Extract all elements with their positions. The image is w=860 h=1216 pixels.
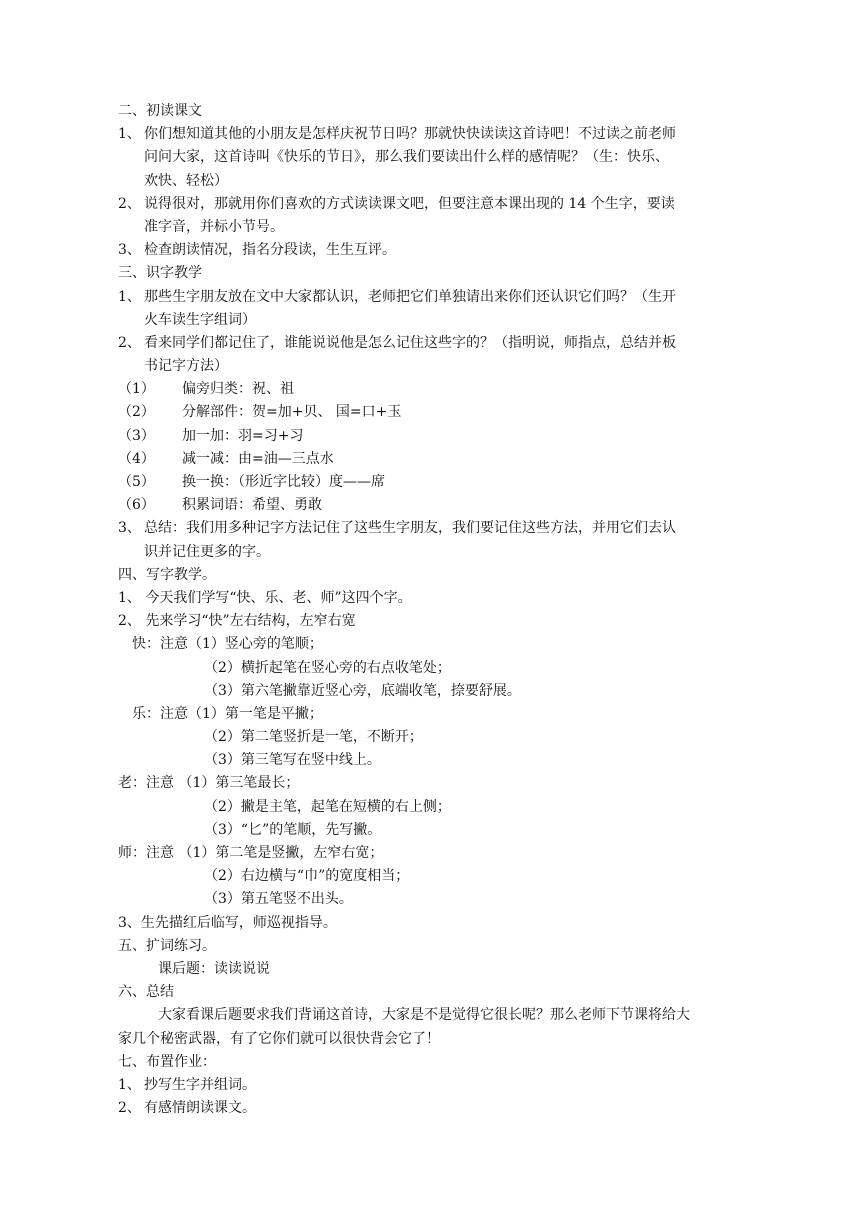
method-number: （5）	[118, 474, 155, 490]
list-item	[118, 1074, 742, 1097]
method-text: 分解部件：贺=加+贝、 国=口+玉	[182, 404, 402, 421]
char-note-line	[118, 749, 742, 772]
section-heading	[118, 935, 742, 958]
method-item	[118, 425, 742, 448]
list-item	[118, 1097, 742, 1120]
item-text: 识并记住更多的字。	[144, 543, 270, 560]
item-text: 检查朗读情况，指名分段读，生生互评。	[144, 242, 396, 259]
item-text: 问问大家，这首诗叫《快乐的节日》，那么我们要读出什么样的感情呢？（生：快乐、	[144, 149, 669, 166]
char-note-first: 快：注意（1）竖心旁的笔顺；	[132, 636, 323, 653]
char-note-line	[118, 819, 742, 842]
list-item	[118, 193, 742, 216]
method-number: （2）	[118, 404, 155, 421]
list-item	[118, 517, 742, 540]
method-text: 偏旁归类：祝、祖	[182, 381, 294, 398]
char-note-first: 乐：注意（1）第一笔是平撇；	[132, 705, 323, 722]
item-number: 1、	[118, 288, 141, 305]
list-item	[118, 123, 742, 146]
char-note: （2）撇是主笔，起笔在短横的右上侧；	[204, 798, 451, 815]
list-item	[118, 332, 742, 355]
section-heading	[118, 100, 742, 123]
item-text: 火车读生字组词）	[144, 311, 256, 328]
char-note: （3）第六笔撇靠近竖心旁，底端收笔，捺要舒展。	[204, 682, 521, 699]
char-note-line	[118, 796, 742, 819]
char-note-line	[118, 865, 742, 888]
char-note-line	[118, 726, 742, 749]
summary-text: 大家看课后题要求我们背诵这首诗，大家是不是觉得它很长呢？那么老师下节课将给大	[158, 1007, 690, 1024]
char-note: （2）第二笔竖折是一笔，不断开；	[204, 729, 423, 746]
char-note: （2）横折起笔在竖心旁的右点收笔处；	[204, 659, 451, 676]
section-heading	[118, 981, 742, 1004]
closing-line: 3、生先描红后临写，师巡视指导。	[118, 914, 337, 931]
item-number: 2、	[118, 334, 141, 351]
list-item-continuation	[118, 541, 742, 564]
summary-text: 家几个秘密武器，有了它你们就可以很快背会它了！	[118, 1030, 440, 1047]
item-number: 3、	[118, 242, 141, 259]
list-item	[118, 286, 742, 309]
intro-line: 1、 今天我们学写“快、乐、老、师”这四个字。	[118, 589, 412, 606]
method-text: 加一加：羽=习+习	[182, 427, 304, 444]
text-line	[118, 610, 742, 633]
item-text: 书记字方法）	[144, 358, 228, 375]
char-note-line	[118, 633, 742, 656]
section-6-heading: 六、总结	[118, 984, 174, 1001]
section-heading	[118, 262, 742, 285]
char-note-line	[118, 888, 742, 911]
section-7-heading: 七、布置作业：	[118, 1053, 216, 1070]
section-2-heading: 二、初读课文	[118, 103, 202, 119]
char-note-line	[118, 842, 742, 865]
section-heading	[118, 1051, 742, 1074]
item-number: 2、	[118, 1100, 141, 1117]
item-text: 看来同学们都记住了，谁能说说他是怎么记住这些字的？（指明说，师指点，总结并板	[144, 334, 676, 351]
lesson-plan-document	[118, 100, 742, 1120]
method-text: 换一换：（形近字比较）度——席	[182, 474, 385, 490]
method-number: （6）	[118, 497, 155, 514]
method-number: （3）	[118, 427, 155, 444]
paragraph-line	[118, 1004, 742, 1027]
char-note-first: 师：注意 （1）第二笔是竖撇，左窄右宽；	[118, 845, 384, 861]
list-item-continuation	[118, 146, 742, 169]
item-number: 1、	[118, 126, 141, 143]
char-note: （3）“匕”的笔顺，先写撇。	[204, 821, 382, 838]
item-number: 2、	[118, 195, 141, 212]
method-number: （4）	[118, 450, 155, 467]
char-note-line	[118, 772, 742, 795]
char-note-line	[118, 680, 742, 703]
list-item-continuation	[118, 355, 742, 378]
item-text: 总结：我们用多种记字方法记住了这些生字朋友，我们要记住这些方法，并用它们去认	[144, 520, 676, 537]
text-line	[118, 958, 742, 981]
item-text: 准字音，并标小节号。	[144, 218, 284, 235]
section-4-heading: 四、写字教学。	[118, 566, 216, 583]
item-text: 有感情朗读课文。	[144, 1100, 256, 1117]
section-heading	[118, 564, 742, 587]
list-item-continuation	[118, 170, 742, 193]
item-text: 抄写生字并组词。	[144, 1076, 256, 1093]
item-text: 说得很对，那就用你们喜欢的方式读读课文吧，但要注意本课出现的 14 个生字，要读	[144, 195, 675, 212]
method-item	[118, 378, 742, 401]
list-item-continuation	[118, 309, 742, 332]
list-item-continuation	[118, 216, 742, 239]
intro-line: 2、 先来学习“快”左右结构，左窄右宽	[118, 613, 356, 630]
char-note: （3）第五笔竖不出头。	[204, 891, 353, 908]
char-note-first: 老：注意 （1）第三笔最长；	[118, 775, 300, 792]
method-text: 积累词语：希望、勇敢	[182, 497, 322, 514]
section-5-heading: 五、扩词练习。	[118, 937, 216, 954]
section-3-heading: 三、识字教学	[118, 265, 202, 282]
char-note: （3）第三笔写在竖中线上。	[204, 752, 381, 769]
char-note-line	[118, 657, 742, 680]
item-number: 1、	[118, 1076, 141, 1093]
item-number: 3、	[118, 520, 141, 537]
method-text: 减一减：由=油—三点水	[182, 450, 334, 467]
method-number: （1）	[118, 381, 155, 398]
method-item	[118, 401, 742, 424]
item-text: 欢快、轻松）	[144, 172, 228, 189]
paragraph-line	[118, 1028, 742, 1051]
char-note: （2）右边横与“巾”的宽度相当；	[204, 868, 410, 885]
item-text: 你们想知道其他的小朋友是怎样庆祝节日吗？那就快快读读这首诗吧！不过读之前老师	[144, 126, 676, 143]
method-item	[118, 471, 742, 494]
method-item	[118, 448, 742, 471]
method-item	[118, 494, 742, 517]
text-line	[118, 587, 742, 610]
exercise-line: 课后题：读读说说	[158, 960, 270, 977]
text-line	[118, 912, 742, 935]
item-text: 那些生字朋友放在文中大家都认识，老师把它们单独请出来你们还认识它们吗？（生开	[144, 288, 676, 305]
list-item	[118, 239, 742, 262]
char-note-line	[118, 703, 742, 726]
